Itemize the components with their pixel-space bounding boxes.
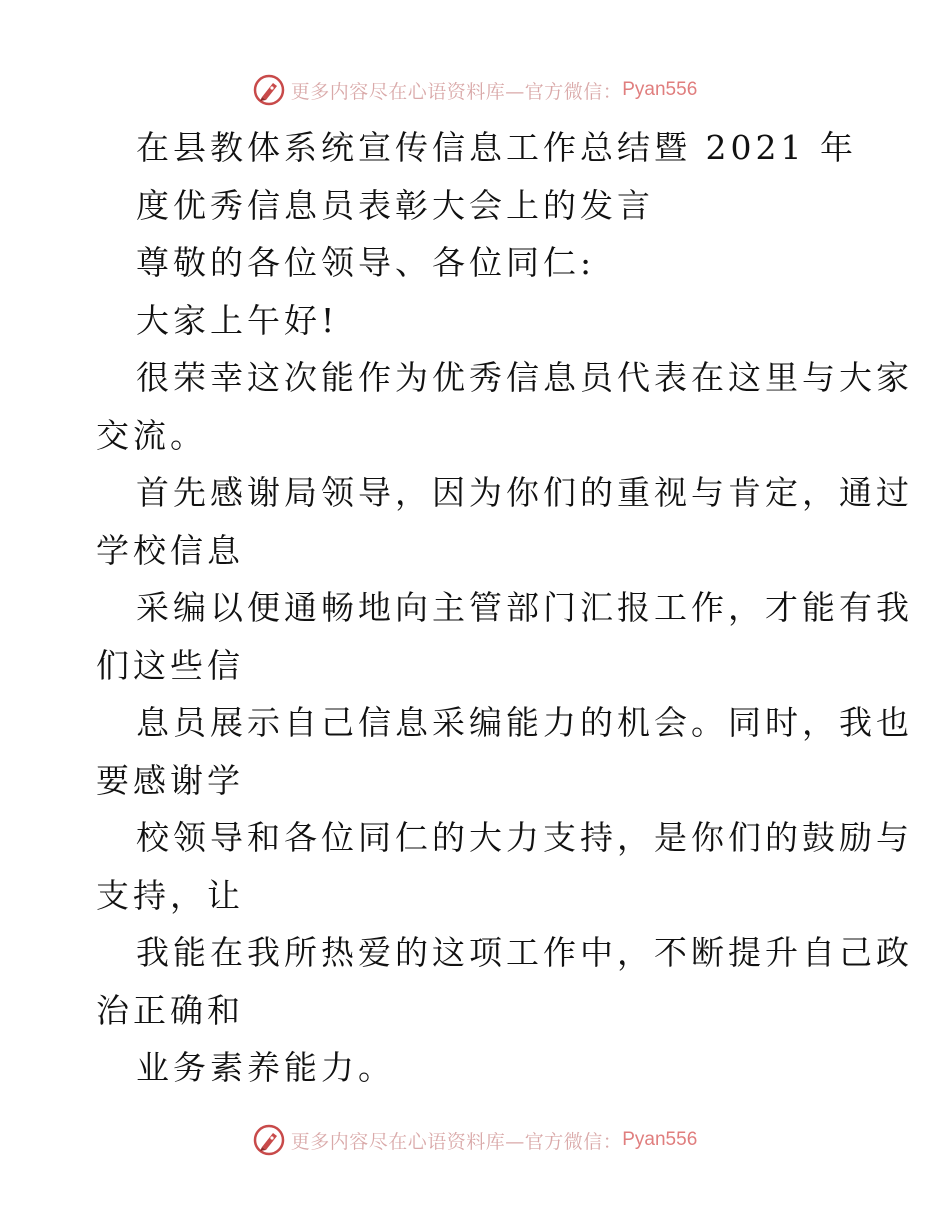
salutation: 大家上午好!: [136, 300, 339, 340]
pen-nib-logo-icon: [253, 1124, 285, 1156]
watermark-banner-bottom: [0, 1120, 950, 1160]
watermark-wechat-id: Pyan556: [622, 1129, 698, 1150]
paragraph-line: 业务素养能力。: [136, 1048, 395, 1087]
paragraph-line: 交流。: [96, 415, 207, 455]
document-title-line-1: 在县教体系统宣传信息工作总结暨 2021 年: [136, 128, 857, 167]
document-body: [96, 119, 913, 1097]
watermark-text: 更多内容尽在心语资料库—官方微信：: [290, 80, 623, 103]
paragraph-line: 支持，让: [96, 875, 244, 915]
pen-nib-logo-icon: [253, 74, 285, 106]
paragraph-line: 学校信息: [96, 530, 244, 570]
watermark-text: 更多内容尽在心语资料库—官方微信：: [290, 1130, 623, 1153]
paragraph-line: 首先感谢局领导，因为你们的重视与肯定，通过: [136, 473, 913, 512]
paragraph-line: 采编以便通畅地向主管部门汇报工作，才能有我: [136, 588, 913, 627]
watermark-wechat-id: Pyan556: [622, 79, 698, 100]
document-title-line-2: 度优秀信息员表彰大会上的发言: [136, 185, 654, 225]
paragraph-line: 很荣幸这次能作为优秀信息员代表在这里与大家: [136, 358, 913, 397]
paragraph-line: 治正确和: [96, 990, 244, 1030]
paragraph-line: 们这些信: [96, 645, 244, 685]
watermark-banner-top: [0, 70, 950, 110]
paragraph-line: 息员展示自己信息采编能力的机会。同时，我也: [136, 703, 913, 742]
paragraph-line: 校领导和各位同仁的大力支持，是你们的鼓励与: [136, 818, 913, 857]
greeting: 尊敬的各位领导、各位同仁:: [136, 243, 596, 282]
paragraph-line: 要感谢学: [96, 760, 244, 800]
paragraph-line: 我能在我所热爱的这项工作中，不断提升自己政: [136, 933, 913, 972]
